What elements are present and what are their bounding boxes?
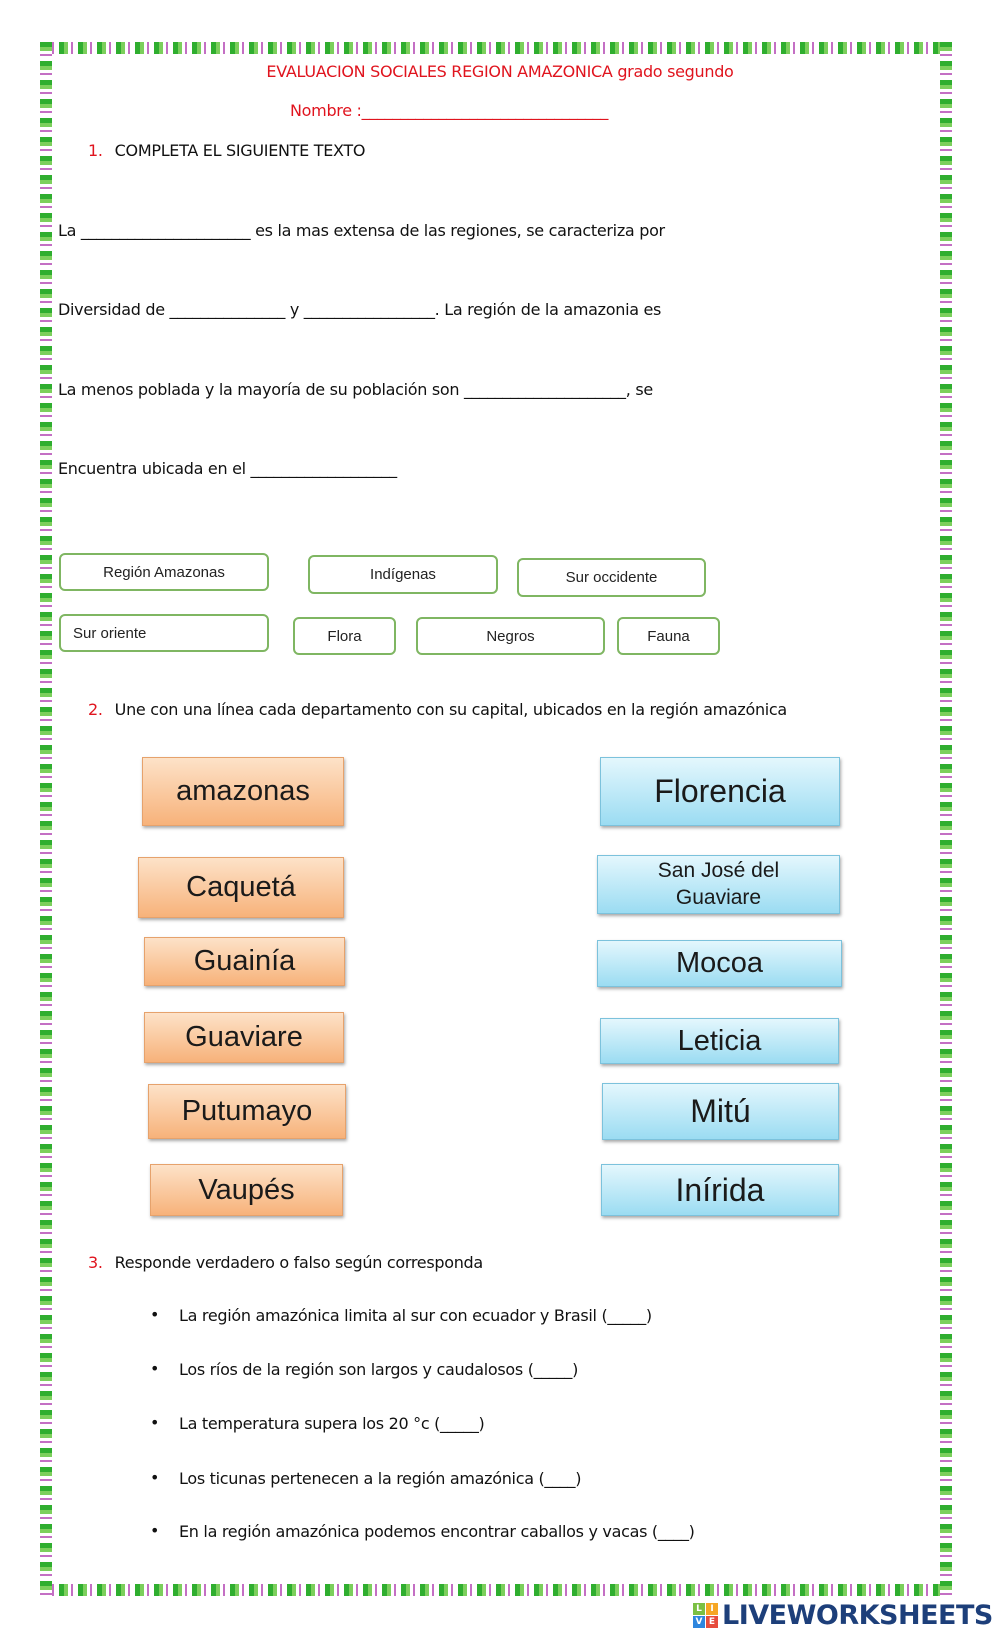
bullet-icon: • xyxy=(150,1521,160,1540)
bullet-icon: • xyxy=(150,1468,160,1487)
logo-text: LIVEWORKSHEETS xyxy=(722,1600,993,1631)
section2-heading xyxy=(88,700,787,719)
word-bank-flora[interactable]: Flora xyxy=(293,617,396,655)
decorative-border-right xyxy=(940,42,952,1596)
name-field[interactable]: Nombre :________________________________ xyxy=(290,101,609,120)
capital-leticia[interactable]: Leticia xyxy=(600,1018,839,1064)
department-vaupes[interactable]: Vaupés xyxy=(150,1164,343,1216)
true-false-item-2[interactable]: Los ríos de la región son largos y caudalosos (_____) xyxy=(179,1360,579,1379)
decorative-border-left xyxy=(40,42,52,1596)
section2-heading-text: Une con una línea cada departamento con su capital, ubicados en la región amazónica xyxy=(114,700,787,719)
bullet-icon: • xyxy=(150,1359,160,1378)
true-false-item-1[interactable]: La región amazónica limita al sur con ecuador y Brasil (_____) xyxy=(179,1306,652,1325)
department-amazonas[interactable]: amazonas xyxy=(142,757,344,826)
true-false-item-4[interactable]: Los ticunas pertenecen a la región amazónica (____) xyxy=(179,1469,582,1488)
capital-san-jose-del-guaviare[interactable]: San José del Guaviare xyxy=(597,855,840,914)
section1-number: 1. xyxy=(88,141,103,160)
word-bank-negros[interactable]: Negros xyxy=(416,617,605,655)
capital-mocoa[interactable]: Mocoa xyxy=(597,940,842,987)
fill-line-4[interactable]: Encuentra ubicada en el ___________________ xyxy=(58,459,397,478)
section3-heading xyxy=(88,1253,483,1272)
department-guaviare[interactable]: Guaviare xyxy=(144,1012,344,1063)
word-bank-sur-occidente[interactable]: Sur occidente xyxy=(517,558,706,597)
bullet-icon: • xyxy=(150,1305,160,1324)
section3-number: 3. xyxy=(88,1253,103,1272)
section1-heading-text: COMPLETA EL SIGUIENTE TEXTO xyxy=(114,141,366,160)
section3-heading-text: Responde verdadero o falso según corresponda xyxy=(114,1253,483,1272)
word-bank-fauna[interactable]: Fauna xyxy=(617,617,720,655)
department-guainia[interactable]: Guainía xyxy=(144,937,345,986)
true-false-item-5[interactable]: En la región amazónica podemos encontrar caballos y vacas (____) xyxy=(179,1522,695,1541)
capital-florencia[interactable]: Florencia xyxy=(600,757,840,826)
logo-cube-icon xyxy=(693,1603,718,1628)
fill-line-1[interactable]: La ______________________ es la mas extensa de las regiones, se caracteriza por xyxy=(58,221,665,240)
worksheet-title: EVALUACION SOCIALES REGION AMAZONICA grado segundo xyxy=(266,62,734,81)
logo-cube-e: E xyxy=(706,1616,718,1628)
logo-cube-i: I xyxy=(706,1603,718,1615)
capital-mitu[interactable]: Mitú xyxy=(602,1083,839,1140)
section2-number: 2. xyxy=(88,700,103,719)
capital-inirida[interactable]: Inírida xyxy=(601,1164,839,1216)
logo-cube-l: L xyxy=(693,1603,705,1615)
logo-cube-v: V xyxy=(693,1616,705,1628)
department-caqueta[interactable]: Caquetá xyxy=(138,857,344,918)
fill-line-3[interactable]: La menos poblada y la mayoría de su población son _____________________, se xyxy=(58,380,653,399)
section1-heading xyxy=(88,141,365,160)
fill-line-2[interactable]: Diversidad de _______________ y _________________. La región de la amazonia es xyxy=(58,300,662,319)
word-bank-sur-oriente[interactable]: Sur oriente xyxy=(59,614,269,652)
bullet-icon: • xyxy=(150,1413,160,1432)
liveworksheets-logo[interactable] xyxy=(693,1600,993,1631)
decorative-border-top xyxy=(40,42,952,54)
department-putumayo[interactable]: Putumayo xyxy=(148,1084,346,1139)
true-false-item-3[interactable]: La temperatura supera los 20 °c (_____) xyxy=(179,1414,485,1433)
word-bank-region-amazonas[interactable]: Región Amazonas xyxy=(59,553,269,591)
word-bank-indigenas[interactable]: Indígenas xyxy=(308,555,498,594)
decorative-border-bottom xyxy=(40,1584,952,1596)
